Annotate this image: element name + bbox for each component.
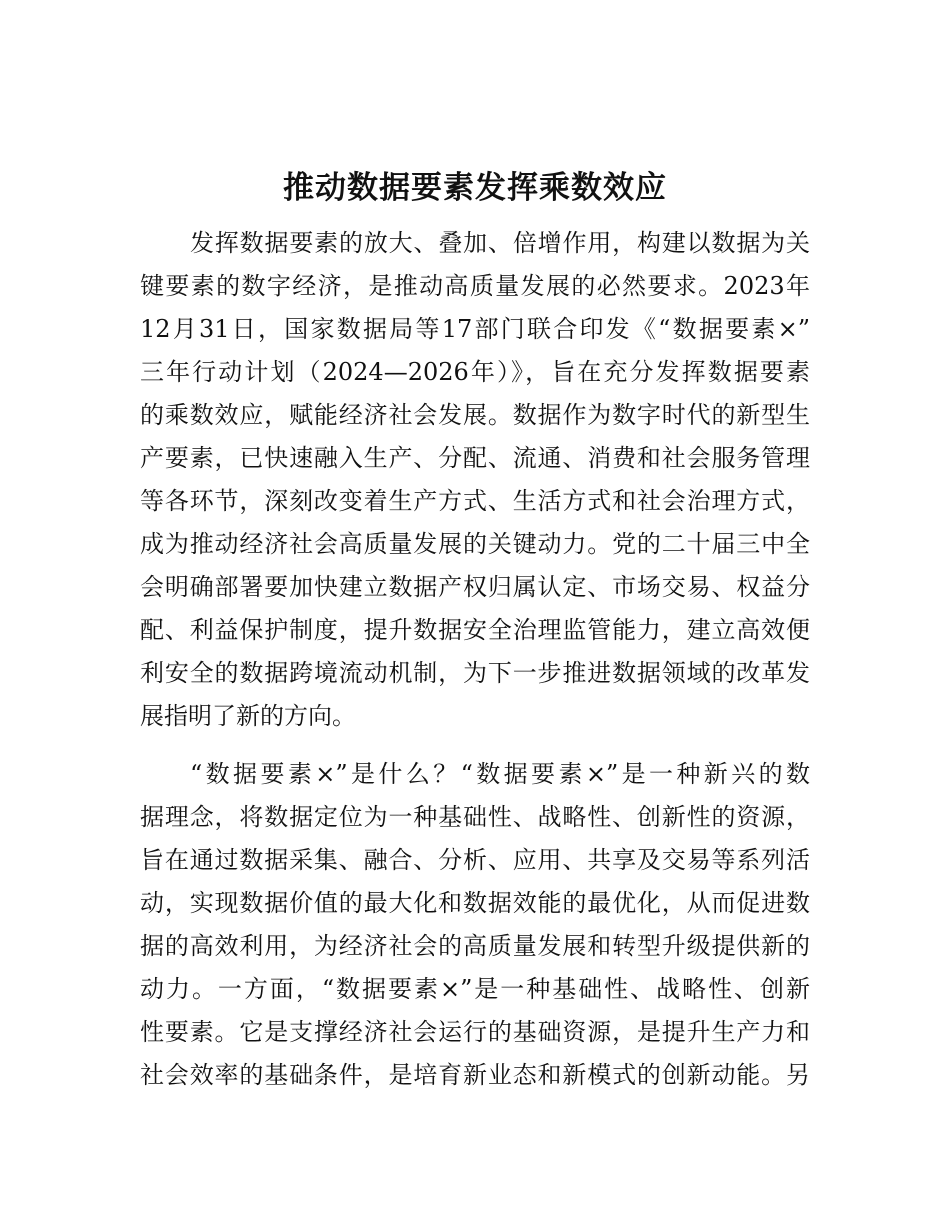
paragraph-2-line: 性要素。它是支撑经济社会运行的基础资源，是提升生产力和 xyxy=(140,1018,810,1046)
paragraph-1-line: 的乘数效应，赋能经济社会发展。数据作为数字时代的新型生 xyxy=(140,401,810,429)
paragraph-1-line: 发挥数据要素的放大、叠加、倍增作用，构建以数据为关 xyxy=(190,229,810,257)
paragraph-1-line: 利安全的数据跨境流动机制，为下一步推进数据领域的改革发 xyxy=(140,659,810,687)
paragraph-2-line: 动力。一方面，“数据要素×”是一种基础性、战略性、创新 xyxy=(140,975,810,1003)
paragraph-2-line: 旨在通过数据采集、融合、分析、应用、共享及交易等系列活 xyxy=(140,846,810,874)
paragraph-2-line: 据的高效利用，为经济社会的高质量发展和转型升级提供新的 xyxy=(140,932,810,960)
paragraph-1-line: 产要素，已快速融入生产、分配、流通、消费和社会服务管理 xyxy=(140,444,810,472)
paragraph-1-line: 键要素的数字经济，是推动高质量发展的必然要求。2023年 xyxy=(140,272,810,300)
paragraph-2-line: 据理念，将数据定位为一种基础性、战略性、创新性的资源， xyxy=(140,803,810,831)
paragraph-1-line: 12月31日，国家数据局等17部门联合印发《“数据要素×” xyxy=(140,315,810,343)
paragraph-1-line: 三年行动计划（2024—2026年）》，旨在充分发挥数据要素 xyxy=(140,358,810,386)
paragraph-1-line: 等各环节，深刻改变着生产方式、生活方式和社会治理方式， xyxy=(140,487,810,515)
paragraph-2-line: 动，实现数据价值的最大化和数据效能的最优化，从而促进数 xyxy=(140,889,810,917)
document-title: 推动数据要素发挥乘数效应 xyxy=(283,170,667,206)
paragraph-1-line: 配、利益保护制度，提升数据安全治理监管能力，建立高效便 xyxy=(140,616,810,644)
paragraph-2-line: 社会效率的基础条件，是培育新业态和新模式的创新动能。另 xyxy=(140,1061,810,1089)
paragraph-1-line: 会明确部署要加快建立数据产权归属认定、市场交易、权益分 xyxy=(140,573,810,601)
paragraph-1-line: 展指明了新的方向。 xyxy=(140,702,356,730)
paragraph-1-line: 成为推动经济社会高质量发展的关键动力。党的二十届三中全 xyxy=(140,530,810,558)
paragraph-2-line: “数据要素×”是什么？“数据要素×”是一种新兴的数 xyxy=(190,760,810,788)
